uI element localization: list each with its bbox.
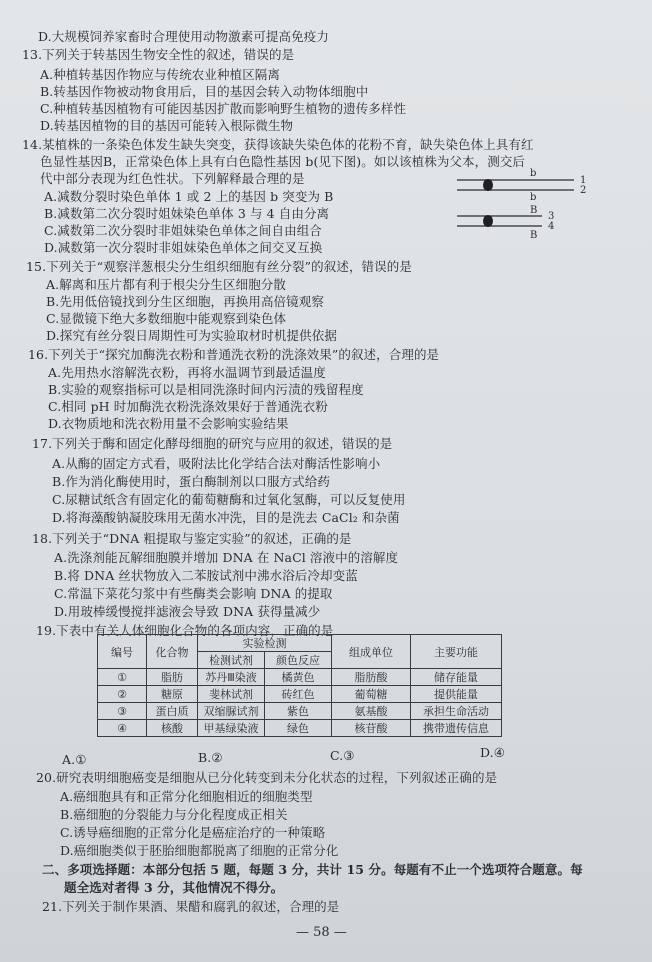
text-line: B.实验的观察指标可以是相同洗涤时间内污渍的残留程度 [48, 382, 364, 397]
table-cell: 核酸 [147, 720, 198, 737]
table-cell: 橘黄色 [265, 669, 332, 686]
text-line: B.将 DNA 丝状物放入二苯胺试剂中沸水浴后冷却变蓝 [54, 568, 358, 583]
table-cell: 砖红色 [265, 686, 332, 703]
text-line: 18.下列关于“DNA 粗提取与鉴定实验”的叙述，正确的是 [32, 531, 352, 546]
text-line: 15.下列关于“观察洋葱根尖分生组织细胞有丝分裂”的叙述，错误的是 [26, 259, 412, 274]
text-line: A.种植转基因作物应与传统农业种植区隔离 [40, 67, 281, 82]
table-cell: 葡萄糖 [332, 686, 411, 703]
q19-option-d: D.④ [480, 745, 506, 760]
text-line: A.洗涤剂能瓦解细胞膜并增加 DNA 在 NaCl 溶液中的溶解度 [54, 550, 399, 565]
text-line: 16.下列关于“探究加酶洗衣粉和普通洗衣粉的洗涤效果”的叙述，合理的是 [28, 347, 440, 362]
header-number: 编号 [98, 635, 147, 669]
text-line: D.大规模饲养家畜时合理使用动物激素可提高免疫力 [38, 29, 329, 44]
gene-label-B2: B [530, 230, 538, 241]
chromatid-number-2: 2 [580, 185, 587, 196]
chromosome-diagram [452, 163, 602, 243]
table-cell: 脂肪 [147, 669, 198, 686]
table-cell: 糖原 [147, 686, 198, 703]
text-line: B.癌细胞的分裂能力与分化程度成正相关 [60, 807, 288, 822]
text-line: 色显性基因B，正常染色体上具有白色隐性基因 b(见下图)。如以该植株为父本，测交后 [40, 154, 526, 169]
gene-label-b1: b [530, 168, 537, 179]
text-line: D.减数第一次分裂时非姐妹染色单体之间交叉互换 [44, 240, 323, 255]
table-cell: 氨基酸 [332, 703, 411, 720]
table-row [98, 686, 502, 703]
table-cell: ③ [98, 703, 147, 720]
text-line: C.尿糖试纸含有固定化的葡萄糖酶和过氧化氢酶，可以反复使用 [52, 492, 406, 507]
text-line: A.减数分裂时染色单体 1 或 2 上的基因 b 突变为 B [44, 189, 334, 204]
text-line: 13.下列关于转基因生物安全性的叙述，错误的是 [22, 47, 295, 62]
text-line: C.常温下菜花匀浆中有些酶类会影响 DNA 的提取 [54, 586, 333, 601]
text-line: C.减数第二次分裂时非姐妹染色单体之间自由组合 [44, 223, 322, 238]
text-line: A.从酶的固定方式看，吸附法比化学结合法对酶活性影响小 [52, 456, 381, 471]
header-color: 颜色反应 [265, 652, 332, 669]
header-compound: 化合物 [147, 635, 198, 669]
text-line: 代中部分表现为红色性状。下列解释最合理的是 [40, 171, 305, 186]
header-function: 主要功能 [411, 635, 502, 669]
table-cell: 苏丹Ⅲ染液 [198, 669, 265, 686]
text-line: 17.下列关于酶和固定化酵母细胞的研究与应用的叙述，错误的是 [32, 436, 393, 451]
q19-option-b: B.② [198, 750, 223, 765]
table-cell: 核苷酸 [332, 720, 411, 737]
text-line: D.转基因植物的目的基因可能转入根际微生物 [40, 118, 294, 133]
text-line: A.先用热水溶解洗衣粉，再将水温调节到最适温度 [48, 365, 326, 380]
page-number: — 58 — [296, 925, 347, 940]
text-line: 二、多项选择题：本部分包括 5 题，每题 3 分，共计 15 分。每题有不止一个选项符合题意。每 [42, 862, 583, 877]
text-line: C.种植转基因植物有可能因基因扩散而影响野生植物的遗传多样性 [40, 101, 407, 116]
table-cell: 绿色 [265, 720, 332, 737]
text-line: C.显微镜下绝大多数细胞中能观察到染色体 [46, 311, 287, 326]
chromatid-number-4: 4 [548, 221, 555, 232]
table-cell: 承担生命活动 [411, 703, 502, 720]
table-cell: ② [98, 686, 147, 703]
table-cell: ④ [98, 720, 147, 737]
table-cell: 携带遗传信息 [411, 720, 502, 737]
text-line: B.减数第二次分裂时姐妹染色单体 3 与 4 自由分离 [44, 206, 330, 221]
text-line: B.先用低倍镜找到分生区细胞，再换用高倍镜观察 [46, 294, 324, 309]
text-line: 19.下表中有关人体细胞化合物的各项内容，正确的是 [36, 623, 334, 638]
text-line: D.癌细胞类似于胚胎细胞都脱离了细胞的正常分化 [60, 843, 339, 858]
text-line: A.解离和压片都有利于根尖分生区细胞分散 [46, 277, 287, 292]
table-row [98, 703, 502, 720]
chromatid-number-1: 1 [580, 175, 587, 186]
text-line: D.探究有丝分裂日周期性可为实验取材时机提供依据 [46, 328, 337, 343]
text-line: 20.研究表明细胞癌变是细胞从已分化转变到未分化状态的过程，下列叙述正确的是 [36, 770, 498, 785]
text-line: B.作为消化酶使用时，蛋白酶制剂以口服方式给药 [52, 474, 330, 489]
table-cell: 储存能量 [411, 669, 502, 686]
header-unit: 组成单位 [332, 635, 411, 669]
table-cell: 脂肪酸 [332, 669, 411, 686]
chromatid-number-3: 3 [548, 211, 555, 222]
text-line: 14.某植株的一条染色体发生缺失突变，获得该缺失染色体的花粉不育，缺失染色体上具有红 [22, 137, 534, 152]
table-row [98, 669, 502, 686]
text-line: D.衣物质地和洗衣粉用量不会影响实验结果 [48, 416, 289, 431]
table-cell: 提供能量 [411, 686, 502, 703]
centromere-top [483, 179, 493, 191]
text-line: D.将海藻酸钠凝胶珠用无菌水冲洗，目的是洗去 CaCl₂ 和杂菌 [52, 510, 400, 525]
text-line: A.癌细胞具有和正常分化细胞相近的细胞类型 [60, 789, 313, 804]
table-cell: 双缩脲试剂 [198, 703, 265, 720]
compound-table [97, 634, 502, 737]
gene-label-B1: B [530, 205, 538, 216]
text-line: C.诱导癌细胞的正常分化是癌症治疗的一种策略 [60, 825, 326, 840]
text-line: 题全选对者得 3 分，其他情况不得分。 [64, 880, 284, 895]
text-line: C.相同 pH 时加酶洗衣粉洗涤效果好于普通洗衣粉 [48, 399, 328, 414]
header-reagent: 检测试剂 [198, 652, 265, 669]
text-line: 21.下列关于制作果酒、果醋和腐乳的叙述，合理的是 [42, 899, 340, 914]
header-experiment: 实验检测 [198, 635, 332, 652]
table-row [98, 720, 502, 737]
table-cell: 紫色 [265, 703, 332, 720]
table-cell: 斐林试剂 [198, 686, 265, 703]
q19-option-c: C.③ [330, 748, 355, 763]
q19-option-a: A.① [62, 752, 87, 767]
text-line: D.用玻棒缓慢搅拌滤液会导致 DNA 获得量减少 [54, 604, 321, 619]
table-cell: 甲基绿染液 [198, 720, 265, 737]
centromere-bottom [483, 215, 493, 227]
text-line: B.转基因作物被动物食用后，目的基因会转入动物体细胞中 [40, 84, 369, 99]
gene-label-b2: b [530, 192, 537, 203]
table-cell: 蛋白质 [147, 703, 198, 720]
table-cell: ① [98, 669, 147, 686]
